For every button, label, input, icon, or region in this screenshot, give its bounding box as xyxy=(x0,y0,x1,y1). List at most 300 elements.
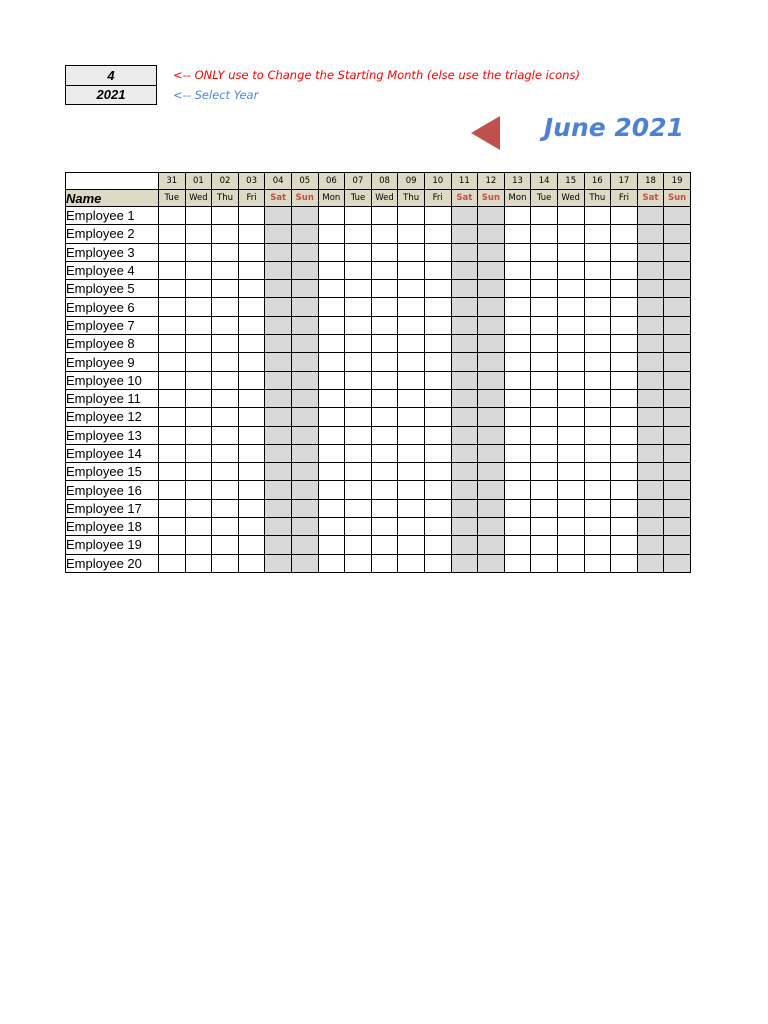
schedule-cell[interactable] xyxy=(212,481,239,499)
schedule-cell[interactable] xyxy=(318,481,345,499)
schedule-cell[interactable] xyxy=(265,353,292,371)
schedule-cell[interactable] xyxy=(557,518,584,536)
employee-name-cell[interactable]: Employee 20 xyxy=(66,554,159,572)
schedule-cell[interactable] xyxy=(424,536,451,554)
schedule-cell[interactable] xyxy=(451,389,478,407)
schedule-cell[interactable] xyxy=(345,536,372,554)
schedule-cell[interactable] xyxy=(637,316,664,334)
schedule-cell[interactable] xyxy=(238,554,265,572)
schedule-cell[interactable] xyxy=(531,499,558,517)
schedule-cell[interactable] xyxy=(318,444,345,462)
schedule-cell[interactable] xyxy=(345,426,372,444)
schedule-cell[interactable] xyxy=(398,335,425,353)
schedule-cell[interactable] xyxy=(265,207,292,225)
schedule-cell[interactable] xyxy=(478,316,505,334)
schedule-cell[interactable] xyxy=(451,335,478,353)
schedule-cell[interactable] xyxy=(398,499,425,517)
schedule-cell[interactable] xyxy=(611,444,638,462)
employee-name-cell[interactable]: Employee 2 xyxy=(66,225,159,243)
schedule-cell[interactable] xyxy=(345,518,372,536)
schedule-cell[interactable] xyxy=(291,481,318,499)
schedule-cell[interactable] xyxy=(584,518,611,536)
schedule-cell[interactable] xyxy=(504,536,531,554)
schedule-cell[interactable] xyxy=(451,481,478,499)
schedule-cell[interactable] xyxy=(664,316,691,334)
schedule-cell[interactable] xyxy=(291,225,318,243)
schedule-cell[interactable] xyxy=(291,536,318,554)
schedule-cell[interactable] xyxy=(185,408,212,426)
schedule-cell[interactable] xyxy=(159,335,186,353)
schedule-cell[interactable] xyxy=(664,207,691,225)
schedule-cell[interactable] xyxy=(557,298,584,316)
schedule-cell[interactable] xyxy=(584,335,611,353)
schedule-cell[interactable] xyxy=(504,316,531,334)
schedule-cell[interactable] xyxy=(371,225,398,243)
schedule-cell[interactable] xyxy=(159,389,186,407)
schedule-cell[interactable] xyxy=(504,444,531,462)
schedule-cell[interactable] xyxy=(212,261,239,279)
schedule-cell[interactable] xyxy=(159,426,186,444)
schedule-cell[interactable] xyxy=(451,243,478,261)
schedule-cell[interactable] xyxy=(584,444,611,462)
schedule-cell[interactable] xyxy=(159,444,186,462)
schedule-cell[interactable] xyxy=(424,335,451,353)
employee-name-cell[interactable]: Employee 8 xyxy=(66,335,159,353)
schedule-cell[interactable] xyxy=(557,444,584,462)
schedule-cell[interactable] xyxy=(345,444,372,462)
employee-name-cell[interactable]: Employee 15 xyxy=(66,463,159,481)
schedule-cell[interactable] xyxy=(371,463,398,481)
schedule-cell[interactable] xyxy=(371,371,398,389)
schedule-cell[interactable] xyxy=(478,481,505,499)
schedule-cell[interactable] xyxy=(238,353,265,371)
schedule-cell[interactable] xyxy=(371,518,398,536)
employee-name-cell[interactable]: Employee 13 xyxy=(66,426,159,444)
schedule-cell[interactable] xyxy=(159,280,186,298)
schedule-cell[interactable] xyxy=(265,371,292,389)
schedule-cell[interactable] xyxy=(291,207,318,225)
schedule-cell[interactable] xyxy=(238,408,265,426)
schedule-cell[interactable] xyxy=(557,536,584,554)
schedule-cell[interactable] xyxy=(238,444,265,462)
schedule-cell[interactable] xyxy=(637,444,664,462)
schedule-cell[interactable] xyxy=(664,298,691,316)
schedule-cell[interactable] xyxy=(611,207,638,225)
schedule-cell[interactable] xyxy=(345,463,372,481)
start-month-input[interactable]: 4 xyxy=(65,65,157,86)
schedule-cell[interactable] xyxy=(212,518,239,536)
schedule-cell[interactable] xyxy=(557,316,584,334)
schedule-cell[interactable] xyxy=(584,316,611,334)
schedule-cell[interactable] xyxy=(637,353,664,371)
schedule-cell[interactable] xyxy=(451,207,478,225)
schedule-cell[interactable] xyxy=(212,207,239,225)
schedule-cell[interactable] xyxy=(345,261,372,279)
schedule-cell[interactable] xyxy=(557,261,584,279)
schedule-cell[interactable] xyxy=(451,371,478,389)
schedule-cell[interactable] xyxy=(637,243,664,261)
schedule-cell[interactable] xyxy=(159,225,186,243)
schedule-cell[interactable] xyxy=(664,481,691,499)
schedule-cell[interactable] xyxy=(185,554,212,572)
schedule-cell[interactable] xyxy=(371,444,398,462)
schedule-cell[interactable] xyxy=(238,207,265,225)
schedule-cell[interactable] xyxy=(345,280,372,298)
schedule-cell[interactable] xyxy=(291,298,318,316)
schedule-cell[interactable] xyxy=(424,426,451,444)
schedule-cell[interactable] xyxy=(291,243,318,261)
schedule-cell[interactable] xyxy=(398,353,425,371)
schedule-cell[interactable] xyxy=(371,335,398,353)
schedule-cell[interactable] xyxy=(531,243,558,261)
schedule-cell[interactable] xyxy=(159,499,186,517)
schedule-cell[interactable] xyxy=(531,207,558,225)
schedule-cell[interactable] xyxy=(478,207,505,225)
schedule-cell[interactable] xyxy=(664,499,691,517)
schedule-cell[interactable] xyxy=(159,261,186,279)
schedule-cell[interactable] xyxy=(478,444,505,462)
schedule-cell[interactable] xyxy=(424,408,451,426)
schedule-cell[interactable] xyxy=(584,243,611,261)
schedule-cell[interactable] xyxy=(212,280,239,298)
schedule-cell[interactable] xyxy=(159,481,186,499)
schedule-cell[interactable] xyxy=(212,426,239,444)
schedule-cell[interactable] xyxy=(345,207,372,225)
schedule-cell[interactable] xyxy=(478,298,505,316)
schedule-cell[interactable] xyxy=(531,408,558,426)
schedule-cell[interactable] xyxy=(212,408,239,426)
schedule-cell[interactable] xyxy=(398,426,425,444)
schedule-cell[interactable] xyxy=(557,280,584,298)
schedule-cell[interactable] xyxy=(291,444,318,462)
schedule-cell[interactable] xyxy=(159,536,186,554)
schedule-cell[interactable] xyxy=(318,261,345,279)
schedule-cell[interactable] xyxy=(185,298,212,316)
schedule-cell[interactable] xyxy=(504,261,531,279)
schedule-cell[interactable] xyxy=(424,353,451,371)
schedule-cell[interactable] xyxy=(265,243,292,261)
schedule-cell[interactable] xyxy=(212,353,239,371)
schedule-cell[interactable] xyxy=(318,207,345,225)
schedule-cell[interactable] xyxy=(664,371,691,389)
schedule-cell[interactable] xyxy=(238,371,265,389)
schedule-cell[interactable] xyxy=(451,426,478,444)
schedule-cell[interactable] xyxy=(185,463,212,481)
schedule-cell[interactable] xyxy=(291,353,318,371)
schedule-cell[interactable] xyxy=(424,463,451,481)
schedule-cell[interactable] xyxy=(318,426,345,444)
schedule-cell[interactable] xyxy=(557,389,584,407)
schedule-cell[interactable] xyxy=(584,426,611,444)
schedule-cell[interactable] xyxy=(318,371,345,389)
schedule-cell[interactable] xyxy=(424,316,451,334)
schedule-cell[interactable] xyxy=(557,243,584,261)
schedule-cell[interactable] xyxy=(424,261,451,279)
schedule-cell[interactable] xyxy=(265,518,292,536)
schedule-cell[interactable] xyxy=(159,207,186,225)
schedule-cell[interactable] xyxy=(664,554,691,572)
schedule-cell[interactable] xyxy=(238,243,265,261)
schedule-cell[interactable] xyxy=(451,444,478,462)
schedule-cell[interactable] xyxy=(531,518,558,536)
schedule-cell[interactable] xyxy=(611,389,638,407)
employee-name-cell[interactable]: Employee 9 xyxy=(66,353,159,371)
schedule-cell[interactable] xyxy=(424,280,451,298)
schedule-cell[interactable] xyxy=(185,353,212,371)
schedule-cell[interactable] xyxy=(531,261,558,279)
schedule-cell[interactable] xyxy=(504,426,531,444)
schedule-cell[interactable] xyxy=(265,536,292,554)
schedule-cell[interactable] xyxy=(185,316,212,334)
schedule-cell[interactable] xyxy=(265,389,292,407)
schedule-cell[interactable] xyxy=(318,408,345,426)
schedule-cell[interactable] xyxy=(478,225,505,243)
schedule-cell[interactable] xyxy=(398,280,425,298)
schedule-cell[interactable] xyxy=(664,463,691,481)
schedule-cell[interactable] xyxy=(637,499,664,517)
schedule-cell[interactable] xyxy=(345,554,372,572)
schedule-cell[interactable] xyxy=(238,280,265,298)
schedule-cell[interactable] xyxy=(611,408,638,426)
schedule-cell[interactable] xyxy=(637,463,664,481)
schedule-cell[interactable] xyxy=(637,207,664,225)
employee-name-cell[interactable]: Employee 1 xyxy=(66,207,159,225)
schedule-cell[interactable] xyxy=(478,280,505,298)
schedule-cell[interactable] xyxy=(318,243,345,261)
schedule-cell[interactable] xyxy=(637,298,664,316)
schedule-cell[interactable] xyxy=(504,280,531,298)
schedule-cell[interactable] xyxy=(345,353,372,371)
schedule-cell[interactable] xyxy=(611,371,638,389)
schedule-cell[interactable] xyxy=(291,371,318,389)
schedule-cell[interactable] xyxy=(185,444,212,462)
schedule-cell[interactable] xyxy=(238,536,265,554)
schedule-cell[interactable] xyxy=(345,499,372,517)
schedule-cell[interactable] xyxy=(478,518,505,536)
schedule-cell[interactable] xyxy=(504,225,531,243)
employee-name-cell[interactable]: Employee 12 xyxy=(66,408,159,426)
schedule-cell[interactable] xyxy=(664,243,691,261)
schedule-cell[interactable] xyxy=(584,481,611,499)
schedule-cell[interactable] xyxy=(478,371,505,389)
schedule-cell[interactable] xyxy=(611,518,638,536)
schedule-cell[interactable] xyxy=(478,389,505,407)
schedule-cell[interactable] xyxy=(238,481,265,499)
schedule-cell[interactable] xyxy=(504,335,531,353)
schedule-cell[interactable] xyxy=(265,261,292,279)
schedule-cell[interactable] xyxy=(478,426,505,444)
schedule-cell[interactable] xyxy=(637,280,664,298)
schedule-cell[interactable] xyxy=(345,408,372,426)
employee-name-cell[interactable]: Employee 17 xyxy=(66,499,159,517)
schedule-cell[interactable] xyxy=(557,481,584,499)
schedule-cell[interactable] xyxy=(238,298,265,316)
schedule-cell[interactable] xyxy=(159,518,186,536)
schedule-cell[interactable] xyxy=(398,225,425,243)
schedule-cell[interactable] xyxy=(557,426,584,444)
schedule-cell[interactable] xyxy=(504,389,531,407)
schedule-cell[interactable] xyxy=(265,225,292,243)
schedule-cell[interactable] xyxy=(611,353,638,371)
schedule-cell[interactable] xyxy=(611,298,638,316)
schedule-cell[interactable] xyxy=(185,225,212,243)
schedule-cell[interactable] xyxy=(212,335,239,353)
schedule-cell[interactable] xyxy=(664,261,691,279)
schedule-cell[interactable] xyxy=(637,261,664,279)
schedule-cell[interactable] xyxy=(212,298,239,316)
employee-name-cell[interactable]: Employee 3 xyxy=(66,243,159,261)
schedule-cell[interactable] xyxy=(159,316,186,334)
schedule-cell[interactable] xyxy=(611,463,638,481)
employee-name-cell[interactable]: Employee 10 xyxy=(66,371,159,389)
schedule-cell[interactable] xyxy=(265,316,292,334)
employee-name-cell[interactable]: Employee 18 xyxy=(66,518,159,536)
schedule-cell[interactable] xyxy=(212,243,239,261)
schedule-cell[interactable] xyxy=(265,463,292,481)
schedule-cell[interactable] xyxy=(584,554,611,572)
schedule-cell[interactable] xyxy=(371,499,398,517)
schedule-cell[interactable] xyxy=(398,261,425,279)
schedule-cell[interactable] xyxy=(637,335,664,353)
schedule-cell[interactable] xyxy=(318,316,345,334)
schedule-cell[interactable] xyxy=(291,518,318,536)
schedule-cell[interactable] xyxy=(291,261,318,279)
schedule-cell[interactable] xyxy=(584,408,611,426)
schedule-cell[interactable] xyxy=(451,499,478,517)
schedule-cell[interactable] xyxy=(557,463,584,481)
schedule-cell[interactable] xyxy=(238,335,265,353)
schedule-cell[interactable] xyxy=(371,536,398,554)
schedule-cell[interactable] xyxy=(318,554,345,572)
schedule-cell[interactable] xyxy=(159,353,186,371)
schedule-cell[interactable] xyxy=(611,261,638,279)
schedule-cell[interactable] xyxy=(504,499,531,517)
schedule-cell[interactable] xyxy=(478,243,505,261)
schedule-cell[interactable] xyxy=(212,225,239,243)
schedule-cell[interactable] xyxy=(637,389,664,407)
schedule-cell[interactable] xyxy=(531,316,558,334)
schedule-cell[interactable] xyxy=(424,371,451,389)
schedule-cell[interactable] xyxy=(504,554,531,572)
schedule-cell[interactable] xyxy=(664,280,691,298)
schedule-cell[interactable] xyxy=(531,554,558,572)
schedule-cell[interactable] xyxy=(185,335,212,353)
schedule-cell[interactable] xyxy=(185,280,212,298)
schedule-cell[interactable] xyxy=(451,261,478,279)
schedule-cell[interactable] xyxy=(451,280,478,298)
schedule-cell[interactable] xyxy=(371,389,398,407)
schedule-cell[interactable] xyxy=(318,280,345,298)
schedule-cell[interactable] xyxy=(504,243,531,261)
employee-name-cell[interactable]: Employee 19 xyxy=(66,536,159,554)
schedule-cell[interactable] xyxy=(398,554,425,572)
schedule-cell[interactable] xyxy=(478,499,505,517)
schedule-cell[interactable] xyxy=(611,426,638,444)
schedule-cell[interactable] xyxy=(584,463,611,481)
schedule-cell[interactable] xyxy=(664,408,691,426)
schedule-cell[interactable] xyxy=(265,554,292,572)
schedule-cell[interactable] xyxy=(398,371,425,389)
schedule-cell[interactable] xyxy=(398,389,425,407)
schedule-cell[interactable] xyxy=(185,536,212,554)
schedule-cell[interactable] xyxy=(584,280,611,298)
schedule-cell[interactable] xyxy=(212,444,239,462)
schedule-cell[interactable] xyxy=(531,536,558,554)
schedule-cell[interactable] xyxy=(159,408,186,426)
schedule-cell[interactable] xyxy=(611,243,638,261)
schedule-cell[interactable] xyxy=(557,353,584,371)
schedule-cell[interactable] xyxy=(531,371,558,389)
schedule-cell[interactable] xyxy=(504,371,531,389)
schedule-cell[interactable] xyxy=(238,426,265,444)
schedule-cell[interactable] xyxy=(185,261,212,279)
schedule-cell[interactable] xyxy=(478,408,505,426)
schedule-cell[interactable] xyxy=(664,389,691,407)
schedule-cell[interactable] xyxy=(212,463,239,481)
schedule-cell[interactable] xyxy=(584,389,611,407)
schedule-cell[interactable] xyxy=(371,261,398,279)
schedule-cell[interactable] xyxy=(451,518,478,536)
schedule-cell[interactable] xyxy=(291,389,318,407)
schedule-cell[interactable] xyxy=(291,554,318,572)
schedule-cell[interactable] xyxy=(531,280,558,298)
schedule-cell[interactable] xyxy=(398,536,425,554)
schedule-cell[interactable] xyxy=(424,243,451,261)
schedule-cell[interactable] xyxy=(212,536,239,554)
schedule-cell[interactable] xyxy=(398,298,425,316)
schedule-cell[interactable] xyxy=(212,316,239,334)
schedule-cell[interactable] xyxy=(185,389,212,407)
schedule-cell[interactable] xyxy=(371,243,398,261)
schedule-cell[interactable] xyxy=(664,335,691,353)
schedule-cell[interactable] xyxy=(664,444,691,462)
schedule-cell[interactable] xyxy=(557,371,584,389)
schedule-cell[interactable] xyxy=(371,298,398,316)
schedule-cell[interactable] xyxy=(584,536,611,554)
schedule-cell[interactable] xyxy=(371,426,398,444)
employee-name-cell[interactable]: Employee 11 xyxy=(66,389,159,407)
schedule-cell[interactable] xyxy=(451,536,478,554)
schedule-cell[interactable] xyxy=(371,207,398,225)
schedule-cell[interactable] xyxy=(611,481,638,499)
schedule-cell[interactable] xyxy=(238,316,265,334)
schedule-cell[interactable] xyxy=(424,554,451,572)
schedule-cell[interactable] xyxy=(345,316,372,334)
schedule-cell[interactable] xyxy=(371,554,398,572)
schedule-cell[interactable] xyxy=(637,371,664,389)
schedule-cell[interactable] xyxy=(398,444,425,462)
schedule-cell[interactable] xyxy=(291,499,318,517)
schedule-cell[interactable] xyxy=(637,481,664,499)
schedule-cell[interactable] xyxy=(584,298,611,316)
schedule-cell[interactable] xyxy=(531,353,558,371)
schedule-cell[interactable] xyxy=(291,335,318,353)
schedule-cell[interactable] xyxy=(398,408,425,426)
schedule-cell[interactable] xyxy=(265,280,292,298)
employee-name-cell[interactable]: Employee 14 xyxy=(66,444,159,462)
schedule-cell[interactable] xyxy=(345,481,372,499)
schedule-cell[interactable] xyxy=(557,408,584,426)
schedule-cell[interactable] xyxy=(265,499,292,517)
schedule-cell[interactable] xyxy=(185,426,212,444)
schedule-cell[interactable] xyxy=(265,444,292,462)
schedule-cell[interactable] xyxy=(531,463,558,481)
schedule-cell[interactable] xyxy=(584,499,611,517)
schedule-cell[interactable] xyxy=(451,554,478,572)
schedule-cell[interactable] xyxy=(531,481,558,499)
schedule-cell[interactable] xyxy=(345,243,372,261)
schedule-cell[interactable] xyxy=(584,371,611,389)
